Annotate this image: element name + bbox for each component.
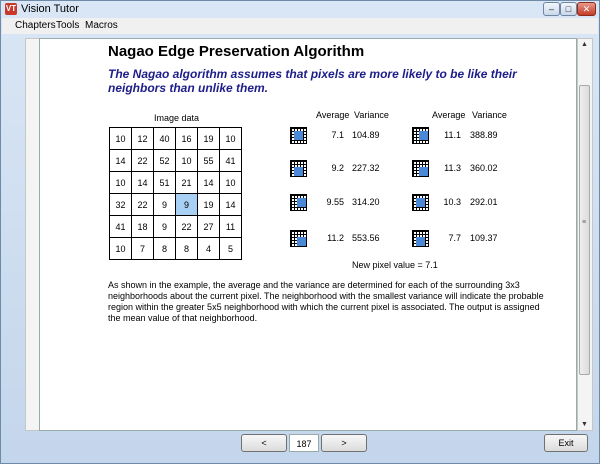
grid-cell: 41 [110,216,132,238]
left-average-value: 9.2 [331,163,344,173]
grid-cell: 14 [110,150,132,172]
grid-cell: 21 [176,172,198,194]
right-average-value: 7.7 [448,233,461,243]
grid-cell: 16 [176,128,198,150]
grid-cell: 55 [198,150,220,172]
grid-cell: 14 [198,172,220,194]
grid-cell: 8 [176,238,198,260]
app-icon: VT [5,4,17,13]
grid-cell: 19 [198,194,220,216]
menu-macros[interactable]: Macros [85,20,118,31]
image-data-grid [109,127,242,260]
grid-cell: 9 [154,194,176,216]
new-pixel-value: New pixel value = 7.1 [352,260,438,270]
grid-cell: 10 [110,238,132,260]
grid-cell: 18 [132,216,154,238]
left-gutter [25,38,40,431]
grid-cell: 27 [198,216,220,238]
vertical-scrollbar[interactable] [577,38,593,431]
grid-cell: 9 [154,216,176,238]
right-average-value: 11.1 [444,130,461,140]
grid-cell: 40 [154,128,176,150]
grid-cell: 51 [154,172,176,194]
grid-cell: 12 [132,128,154,150]
scroll-down-icon[interactable]: ▼ [581,421,588,428]
grid-cell: 32 [110,194,132,216]
grid-cell: 22 [132,150,154,172]
grid-cell: 10 [110,128,132,150]
left-variance-value: 553.56 [352,233,380,243]
menu-bar [2,18,598,34]
page-title: Nagao Edge Preservation Algorithm [108,43,365,60]
close-button[interactable]: ✕ [577,2,596,16]
right-variance-value: 388.89 [470,130,498,140]
grid-cell: 19 [198,128,220,150]
grid-row [110,172,242,194]
left-variance-value: 104.89 [352,130,380,140]
left-average-header: Average [316,110,350,120]
content-page [39,38,577,431]
left-average-value: 9.55 [326,197,344,207]
explanation-text: As shown in the example, the average and the variance are determined for each of the surrounding 3x3 neighborhoods about the current pixel. The neighborhood with the smallest variance will indicate the probable region within the greater 5x5 neighborhood with which the current pixel is associated. The output is assigned the mean value of that neighborhood. [108,280,544,323]
grid-cell: 11 [220,216,242,238]
right-average-value: 10.3 [443,197,461,207]
previous-page-button[interactable]: < [241,434,287,452]
grid-row [110,128,242,150]
grid-row [110,216,242,238]
grid-cell: 41 [220,150,242,172]
image-data-label: Image data [154,113,200,123]
window-title: Vision Tutor [21,3,79,15]
grid-cell: 4 [198,238,220,260]
grid-cell: 22 [176,216,198,238]
grid-cell: 52 [154,150,176,172]
scroll-up-icon[interactable]: ▲ [581,41,588,48]
grid-cell: 10 [110,172,132,194]
menu-tools[interactable]: Tools [56,20,80,31]
minimize-button[interactable]: – [543,2,560,16]
title-bar [1,1,599,18]
right-variance-value: 360.02 [470,163,498,173]
right-average-value: 11.3 [444,163,461,173]
grid-row [110,238,242,260]
grid-cell: 8 [154,238,176,260]
grid-cell: 22 [132,194,154,216]
exit-button[interactable]: Exit [544,434,588,452]
left-average-value: 11.2 [327,233,344,243]
right-average-header: Average [432,110,466,120]
grid-cell: 10 [220,128,242,150]
current-pixel-cell: 9 [176,194,198,216]
grid-cell: 7 [132,238,154,260]
right-variance-header: Variance [472,110,507,120]
next-page-button[interactable]: > [321,434,367,452]
grid-cell: 10 [220,172,242,194]
grid-row [110,194,242,216]
left-variance-header: Variance [354,110,389,120]
maximize-button[interactable]: □ [560,2,577,16]
left-variance-value: 314.20 [352,197,380,207]
menu-chapters[interactable]: Chapters [15,20,56,31]
right-variance-value: 109.37 [470,233,498,243]
page-number: 187 [289,434,319,452]
left-variance-value: 227.32 [352,163,380,173]
grid-cell: 14 [132,172,154,194]
left-average-value: 7.1 [331,130,344,140]
grid-cell: 10 [176,150,198,172]
scroll-thumb[interactable] [579,85,590,375]
page-subtitle: The Nagao algorithm assumes that pixels are more likely to be like their neighbors than unlike them. [108,67,517,95]
grip-icon: ≡ [582,219,587,226]
grid-cell: 5 [220,238,242,260]
right-variance-value: 292.01 [470,197,498,207]
grid-row [110,150,242,172]
grid-cell: 14 [220,194,242,216]
